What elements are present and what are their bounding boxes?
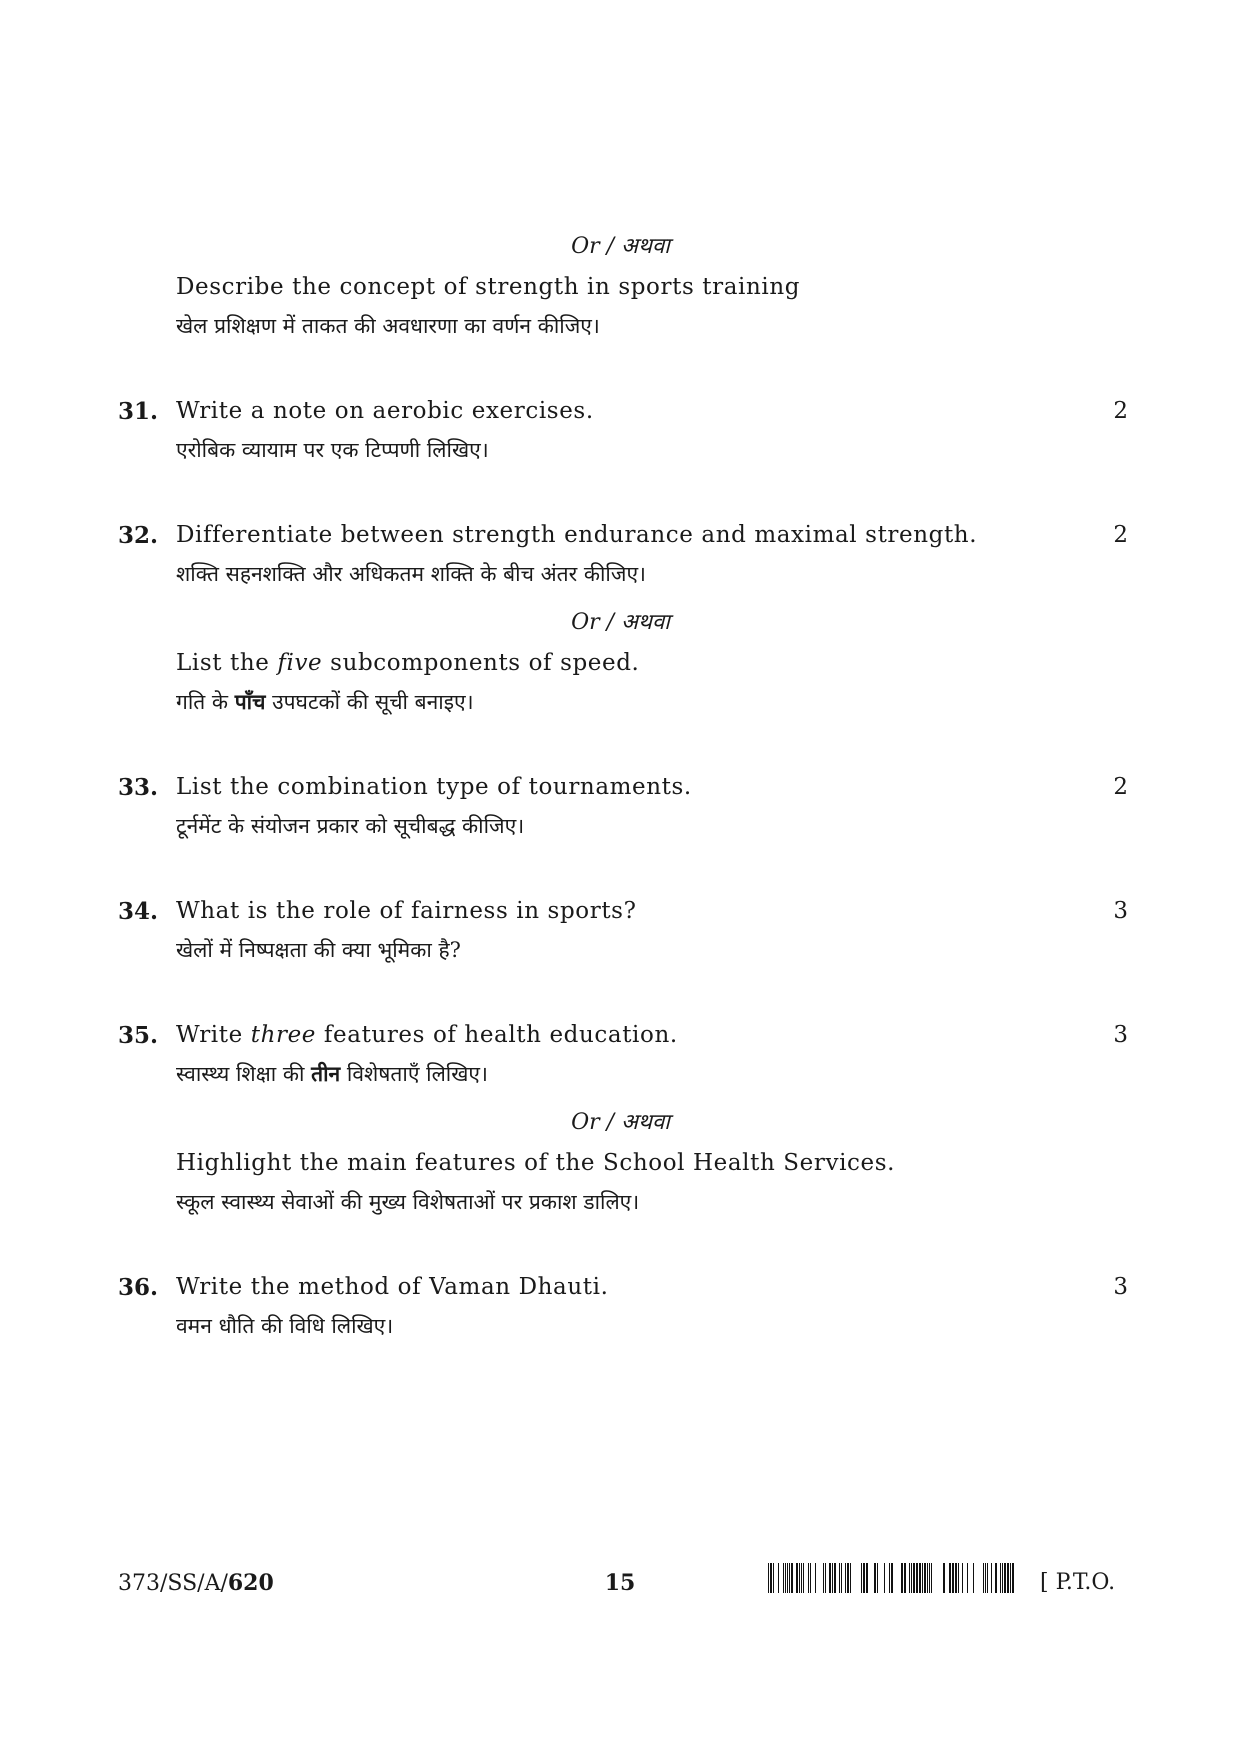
barcode-bar	[973, 1563, 974, 1593]
barcode-bar	[787, 1563, 788, 1593]
paper-code: 373/SS/A/620	[118, 1570, 274, 1596]
barcode-bar	[904, 1563, 906, 1593]
question-text-en: Differentiate between strength endurance and maximal strength.	[176, 522, 978, 548]
barcode-bar	[911, 1563, 912, 1593]
question-number: 34.	[118, 898, 159, 925]
barcode-bar	[773, 1563, 774, 1593]
barcode-bar	[789, 1563, 790, 1593]
question-text-en: Write a note on aerobic exercises.	[176, 398, 594, 424]
question-text-en: What is the role of fairness in sports?	[176, 898, 637, 924]
question-text-hi: एरोबिक व्यायाम पर एक टिप्पणी लिखिए।	[176, 438, 489, 462]
barcode-bar	[1002, 1563, 1003, 1593]
barcode-bar	[909, 1563, 910, 1593]
barcode-bar	[931, 1563, 932, 1593]
barcode-bar	[927, 1563, 928, 1593]
barcode-bar	[791, 1563, 793, 1593]
question-text-en: List the combination type of tournaments.	[176, 774, 692, 800]
page-number: 15	[604, 1570, 636, 1596]
barcode-bar	[901, 1563, 903, 1593]
barcode-bar	[832, 1563, 833, 1593]
barcode-bar	[799, 1563, 800, 1593]
barcode-bar	[768, 1563, 769, 1593]
barcode-bar	[919, 1563, 921, 1593]
barcode-bar	[1010, 1563, 1011, 1593]
question-number: 31.	[118, 398, 159, 425]
barcode-bar	[847, 1563, 849, 1593]
or-label: Or / अथवा	[571, 1110, 670, 1135]
barcode-bar	[1000, 1563, 1001, 1593]
barcode-bar	[825, 1563, 826, 1593]
barcode-bar	[815, 1563, 816, 1593]
barcode-bar	[874, 1563, 876, 1593]
question-marks: 3	[1113, 898, 1128, 924]
barcode-bar	[924, 1563, 926, 1593]
barcode-image	[768, 1563, 1024, 1593]
barcode-bar	[955, 1563, 957, 1593]
barcode-bar	[841, 1563, 842, 1593]
question-number: 32.	[118, 522, 159, 549]
barcode-bar	[808, 1563, 809, 1593]
barcode-bar	[891, 1563, 893, 1593]
barcode-bar	[987, 1563, 988, 1593]
question-text-en: List the five subcomponents of speed.	[176, 650, 640, 676]
question-text-en: Highlight the main features of the School Health Services.	[176, 1150, 896, 1176]
barcode-bar	[834, 1563, 836, 1593]
barcode-bar	[1004, 1563, 1006, 1593]
question-text-en: Describe the concept of strength in sports training	[176, 274, 801, 300]
barcode-bar	[1007, 1563, 1009, 1593]
pto-label: [ P.T.O.	[1040, 1570, 1116, 1595]
question-marks: 3	[1113, 1274, 1128, 1300]
question-text-hi: गति के पाँच उपघटकों की सूची बनाइए।	[176, 689, 474, 714]
barcode-bar	[985, 1563, 986, 1593]
barcode-bar	[884, 1563, 885, 1593]
question-text-hi: वमन धौति की विधि लिखिए।	[176, 1314, 394, 1338]
barcode-bar	[829, 1563, 831, 1593]
barcode-bar	[785, 1563, 786, 1593]
barcode-bar	[1012, 1563, 1014, 1593]
barcode-bar	[889, 1563, 890, 1593]
barcode-bar	[958, 1563, 959, 1593]
question-text-hi: स्वास्थ्य शिक्षा की तीन विशेषताएँ लिखिए।	[176, 1061, 488, 1086]
barcode-bar	[823, 1563, 824, 1593]
barcode-bar	[922, 1563, 923, 1593]
barcode-bar	[778, 1563, 779, 1593]
barcode-bar	[995, 1563, 997, 1593]
barcode-bar	[861, 1563, 862, 1593]
question-number: 36.	[118, 1274, 159, 1301]
question-text-hi: टूर्नमेंट के संयोजन प्रकार को सूचीबद्ध कीजिए।	[176, 814, 525, 838]
question-marks: 2	[1113, 774, 1128, 800]
barcode-bar	[967, 1563, 968, 1593]
barcode-bar	[991, 1563, 992, 1593]
question-text-en: Write three features of health education.	[176, 1022, 678, 1048]
question-number: 33.	[118, 774, 159, 801]
question-number: 35.	[118, 1022, 159, 1049]
question-text-hi: स्कूल स्वास्थ्य सेवाओं की मुख्य विशेषताओं पर प्रकाश डालिए।	[176, 1190, 640, 1214]
barcode-bar	[952, 1563, 954, 1593]
barcode-bar	[962, 1563, 963, 1593]
barcode-bar	[916, 1563, 918, 1593]
question-marks: 3	[1113, 1022, 1128, 1048]
barcode-bar	[803, 1563, 804, 1593]
barcode-bar	[913, 1563, 915, 1593]
barcode-bar	[845, 1563, 846, 1593]
barcode-bar	[850, 1563, 851, 1593]
barcode-bar	[943, 1563, 945, 1593]
question-text-en: Write the method of Vaman Dhauti.	[176, 1274, 609, 1300]
barcode-bar	[796, 1563, 798, 1593]
barcode-bar	[801, 1563, 802, 1593]
barcode-bar	[839, 1563, 840, 1593]
question-marks: 2	[1113, 522, 1128, 548]
barcode-bar	[863, 1563, 865, 1593]
barcode-bar	[877, 1563, 878, 1593]
barcode-bar	[929, 1563, 930, 1593]
barcode-bar	[949, 1563, 951, 1593]
barcode-bar	[866, 1563, 868, 1593]
question-text-hi: शक्ति सहनशक्ति और अधिकतम शक्ति के बीच अंतर कीजिए।	[176, 562, 647, 586]
or-label: Or / अथवा	[571, 234, 670, 259]
barcode-bar	[770, 1563, 772, 1593]
question-text-hi: खेलों में निष्पक्षता की क्या भूमिका है?	[176, 938, 461, 962]
question-text-hi: खेल प्रशिक्षण में ताकत की अवधारणा का वर्णन कीजिए।	[176, 314, 600, 338]
barcode-bar	[983, 1563, 984, 1593]
question-marks: 2	[1113, 398, 1128, 424]
or-label: Or / अथवा	[571, 610, 670, 635]
barcode-bar	[783, 1563, 784, 1593]
barcode-bar	[810, 1563, 811, 1593]
